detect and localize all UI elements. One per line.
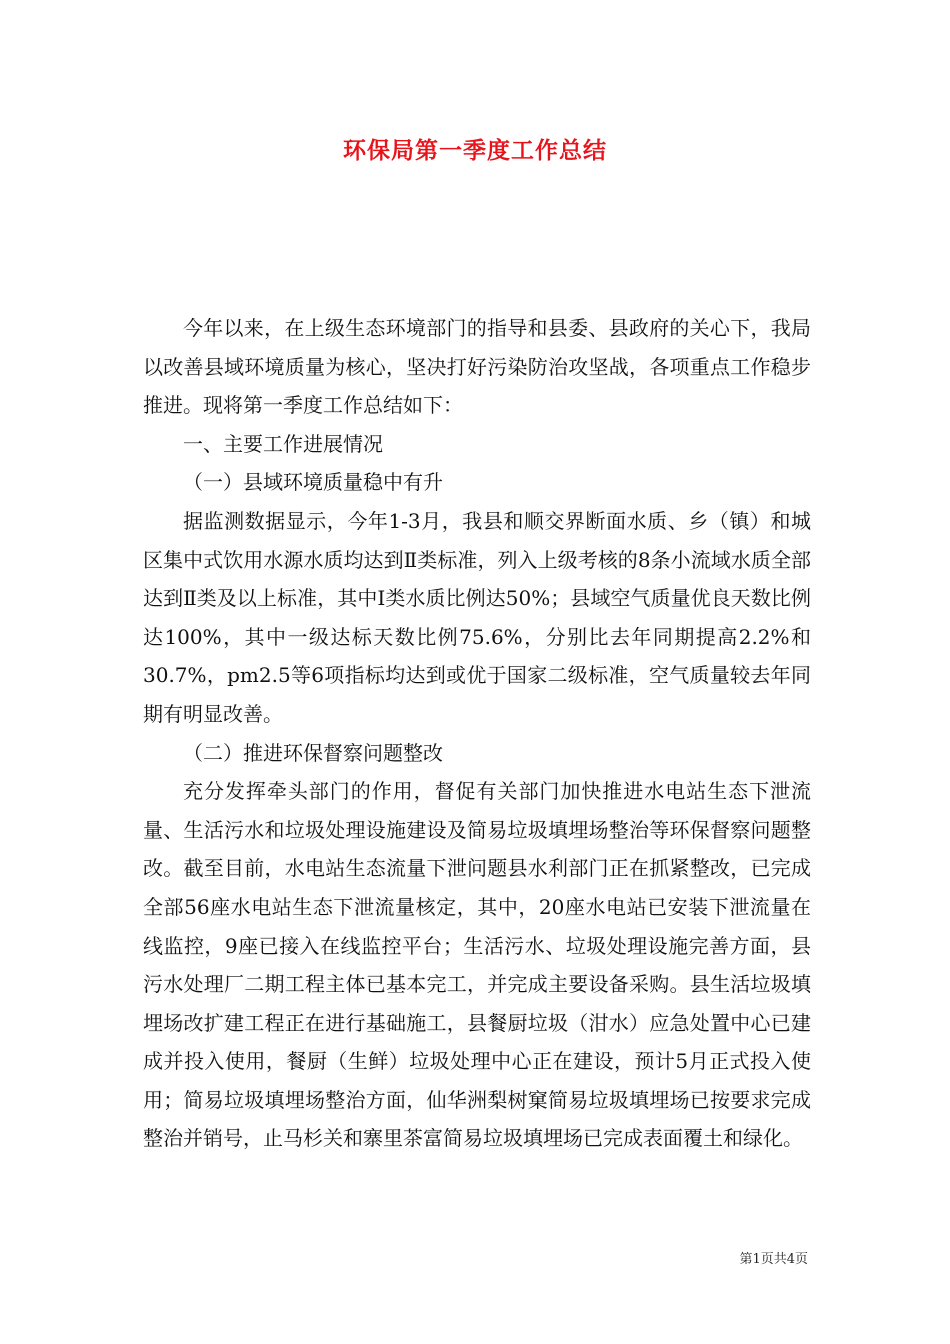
subsection-heading-2: （二）推进环保督察问题整改 bbox=[183, 740, 443, 765]
subsection-heading-1: （一）县域环境质量稳中有升 bbox=[183, 470, 443, 495]
section-heading-1: 一、主要工作进展情况 bbox=[183, 431, 383, 456]
intro-paragraph: 今年以来，在上级生态环境部门的指导和县委、县政府的关心下，我局以改善县域环境质量为核心，坚决打好污染防治攻坚战，各项重点工作稳步推进。现将第一季度工作总结如下： bbox=[143, 316, 811, 418]
page-number: 第1页共4页 bbox=[739, 1252, 808, 1267]
document-title: 环保局第一季度工作总结 bbox=[343, 137, 607, 164]
document-body bbox=[143, 309, 811, 1158]
body-paragraph-2: 充分发挥牵头部门的作用，督促有关部门加快推进水电站生态下泄流量、生活污水和垃圾处理设施建设及简易垃圾填埋场整治等环保督察问题整改。截至目前，水电站生态流量下泄问题县水利部门正在抓紧整改，已完成全部56座水电站生态下泄流量核定，其中，20座水电站已安装下泄流量在线监控，9座已接入在线监控平台；生活污水、垃圾处理设施完善方面，县污水处理厂二期工程主体已基本完工，并完成主要设备采购。县生活垃圾填埋场改扩建工程正在进行基础施工，县餐厨垃圾（泔水）应急处置中心已建成并投入使用，餐厨（生鲜）垃圾处理中心正在建设，预计5月正式投入使用；简易垃圾填埋场整治方面，仙华洲梨树窠简易垃圾填埋场已按要求完成整治并销号，止马杉关和寨里茶富简易垃圾填埋场已完成表面覆土和绿化。 bbox=[143, 779, 811, 1151]
body-paragraph-1: 据监测数据显示，今年1-3月，我县和顺交界断面水质、乡（镇）和城区集中式饮用水源水质均达到Ⅱ类标准，列入上级考核的8条小流域水质全部达到Ⅱ类及以上标准，其中Ⅰ类水质比例达50%；县域空气质量优良天数比例达100%，其中一级达标天数比例75.6%，分别比去年同期提高2.2%和30.7%，pm2.5等6项指标均达到或优于国家二级标准，空气质量较去年同期有明显改善。 bbox=[143, 508, 811, 726]
